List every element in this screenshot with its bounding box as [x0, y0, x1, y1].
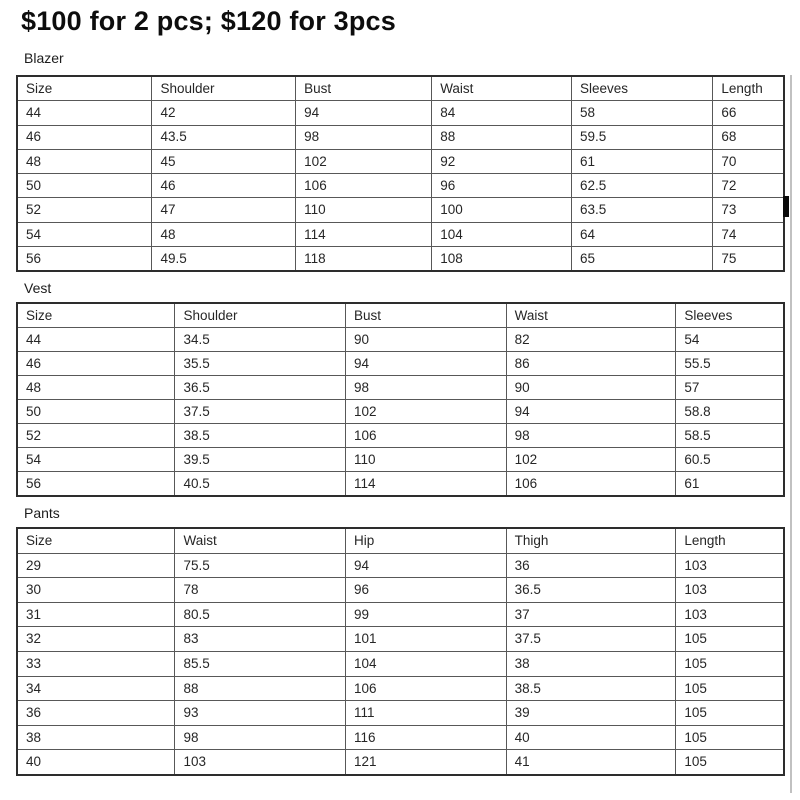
table-cell: 52 — [17, 198, 152, 222]
table-cell: 74 — [713, 222, 784, 246]
column-header: Waist — [506, 303, 676, 328]
table-cell: 47 — [152, 198, 296, 222]
column-header: Sleeves — [676, 303, 784, 328]
table-row — [17, 750, 784, 775]
table-cell: 44 — [17, 101, 152, 125]
column-header: Thigh — [506, 528, 676, 553]
table-row — [17, 602, 784, 627]
table-cell: 54 — [17, 448, 175, 472]
table-cell: 43.5 — [152, 125, 296, 149]
table-cell: 82 — [506, 328, 676, 352]
table-row — [17, 352, 784, 376]
table-cell: 36 — [506, 553, 676, 578]
table-cell: 105 — [676, 627, 784, 652]
table-cell: 104 — [432, 222, 572, 246]
table-cell: 106 — [346, 676, 507, 701]
column-header: Waist — [432, 76, 572, 101]
table-cell: 62.5 — [572, 174, 713, 198]
table-cell: 48 — [152, 222, 296, 246]
table-cell: 98 — [506, 424, 676, 448]
table-cell: 100 — [432, 198, 572, 222]
table-cell: 84 — [432, 101, 572, 125]
table-cell: 114 — [346, 472, 507, 497]
table-cell: 68 — [713, 125, 784, 149]
table-cell: 98 — [296, 125, 432, 149]
table-row — [17, 553, 784, 578]
table-cell: 42 — [152, 101, 296, 125]
table-cell: 94 — [346, 553, 507, 578]
pants-table-label: Pants — [24, 505, 60, 521]
column-header: Hip — [346, 528, 507, 553]
table-cell: 75 — [713, 247, 784, 272]
table-cell: 83 — [175, 627, 346, 652]
table-cell: 108 — [432, 247, 572, 272]
table-cell: 73 — [713, 198, 784, 222]
blazer-table-label: Blazer — [24, 50, 64, 66]
table-row — [17, 424, 784, 448]
column-header: Size — [17, 528, 175, 553]
table-cell: 88 — [432, 125, 572, 149]
table-cell: 40 — [506, 725, 676, 750]
column-header: Sleeves — [572, 76, 713, 101]
table-cell: 99 — [346, 602, 507, 627]
table-cell: 37 — [506, 602, 676, 627]
table-cell: 37.5 — [506, 627, 676, 652]
table-cell: 56 — [17, 247, 152, 272]
table-cell: 103 — [175, 750, 346, 775]
table-cell: 52 — [17, 424, 175, 448]
table-cell: 49.5 — [152, 247, 296, 272]
table-cell: 106 — [346, 424, 507, 448]
table-cell: 72 — [713, 174, 784, 198]
table-cell: 46 — [17, 125, 152, 149]
column-header: Size — [17, 76, 152, 101]
table-cell: 114 — [296, 222, 432, 246]
table-row — [17, 125, 784, 149]
table-cell: 35.5 — [175, 352, 346, 376]
table-cell: 102 — [296, 149, 432, 173]
table-cell: 40.5 — [175, 472, 346, 497]
table-cell: 48 — [17, 149, 152, 173]
table-cell: 90 — [506, 376, 676, 400]
table-row — [17, 701, 784, 726]
table-row — [17, 101, 784, 125]
table-cell: 30 — [17, 578, 175, 603]
blazer-size-table — [16, 75, 785, 272]
table-cell: 61 — [676, 472, 784, 497]
column-header: Length — [713, 76, 784, 101]
table-cell: 48 — [17, 376, 175, 400]
table-cell: 103 — [676, 578, 784, 603]
table-cell: 110 — [346, 448, 507, 472]
table-cell: 121 — [346, 750, 507, 775]
table-cell: 105 — [676, 676, 784, 701]
column-header: Bust — [296, 76, 432, 101]
column-header: Waist — [175, 528, 346, 553]
table-cell: 70 — [713, 149, 784, 173]
table-row — [17, 472, 784, 497]
table-cell: 40 — [17, 750, 175, 775]
vest-table-label: Vest — [24, 280, 52, 296]
table-cell: 57 — [676, 376, 784, 400]
table-cell: 92 — [432, 149, 572, 173]
table-row — [17, 198, 784, 222]
table-cell: 102 — [506, 448, 676, 472]
table-cell: 36 — [17, 701, 175, 726]
table-cell: 56 — [17, 472, 175, 497]
column-header: Size — [17, 303, 175, 328]
table-row — [17, 627, 784, 652]
table-row — [17, 400, 784, 424]
table-cell: 86 — [506, 352, 676, 376]
table-cell: 38 — [506, 651, 676, 676]
table-cell: 93 — [175, 701, 346, 726]
table-cell: 38.5 — [175, 424, 346, 448]
table-cell: 34 — [17, 676, 175, 701]
table-cell: 59.5 — [572, 125, 713, 149]
table-cell: 54 — [676, 328, 784, 352]
table-row — [17, 222, 784, 246]
vest-size-table — [16, 302, 785, 497]
table-cell: 64 — [572, 222, 713, 246]
table-cell: 44 — [17, 328, 175, 352]
table-cell: 38 — [17, 725, 175, 750]
table-cell: 85.5 — [175, 651, 346, 676]
cursor-artifact-mark — [783, 196, 789, 217]
table-cell: 80.5 — [175, 602, 346, 627]
table-cell: 94 — [296, 101, 432, 125]
table-cell: 58.8 — [676, 400, 784, 424]
table-cell: 94 — [506, 400, 676, 424]
table-cell: 88 — [175, 676, 346, 701]
table-cell: 111 — [346, 701, 507, 726]
table-cell: 116 — [346, 725, 507, 750]
table-cell: 75.5 — [175, 553, 346, 578]
table-cell: 90 — [346, 328, 507, 352]
table-row — [17, 725, 784, 750]
table-row — [17, 328, 784, 352]
table-cell: 96 — [432, 174, 572, 198]
table-cell: 78 — [175, 578, 346, 603]
header-row — [17, 303, 784, 328]
table-row — [17, 676, 784, 701]
column-header: Shoulder — [175, 303, 346, 328]
table-cell: 66 — [713, 101, 784, 125]
table-cell: 39.5 — [175, 448, 346, 472]
table-cell: 94 — [346, 352, 507, 376]
column-header: Bust — [346, 303, 507, 328]
table-row — [17, 174, 784, 198]
table-cell: 36.5 — [506, 578, 676, 603]
table-cell: 46 — [152, 174, 296, 198]
table-cell: 39 — [506, 701, 676, 726]
table-cell: 63.5 — [572, 198, 713, 222]
table-cell: 105 — [676, 701, 784, 726]
table-cell: 60.5 — [676, 448, 784, 472]
table-row — [17, 578, 784, 603]
table-cell: 46 — [17, 352, 175, 376]
table-cell: 118 — [296, 247, 432, 272]
table-row — [17, 448, 784, 472]
table-cell: 58.5 — [676, 424, 784, 448]
table-row — [17, 651, 784, 676]
table-cell: 45 — [152, 149, 296, 173]
page-title: $100 for 2 pcs; $120 for 3pcs — [21, 6, 396, 36]
table-cell: 36.5 — [175, 376, 346, 400]
table-cell: 31 — [17, 602, 175, 627]
table-row — [17, 247, 784, 272]
column-header: Shoulder — [152, 76, 296, 101]
table-cell: 105 — [676, 725, 784, 750]
table-cell: 98 — [175, 725, 346, 750]
table-cell: 55.5 — [676, 352, 784, 376]
table-cell: 41 — [506, 750, 676, 775]
table-cell: 106 — [296, 174, 432, 198]
table-cell: 37.5 — [175, 400, 346, 424]
table-cell: 38.5 — [506, 676, 676, 701]
header-row — [17, 528, 784, 553]
table-cell: 103 — [676, 553, 784, 578]
table-cell: 50 — [17, 400, 175, 424]
table-cell: 102 — [346, 400, 507, 424]
table-cell: 110 — [296, 198, 432, 222]
table-row — [17, 149, 784, 173]
table-cell: 65 — [572, 247, 713, 272]
table-cell: 61 — [572, 149, 713, 173]
pants-size-table — [16, 527, 785, 776]
table-cell: 58 — [572, 101, 713, 125]
table-cell: 54 — [17, 222, 152, 246]
column-header: Length — [676, 528, 784, 553]
table-cell: 32 — [17, 627, 175, 652]
table-cell: 105 — [676, 750, 784, 775]
table-cell: 34.5 — [175, 328, 346, 352]
page-edge-line — [790, 75, 792, 793]
table-cell: 105 — [676, 651, 784, 676]
table-cell: 29 — [17, 553, 175, 578]
table-cell: 50 — [17, 174, 152, 198]
header-row — [17, 76, 784, 101]
table-cell: 33 — [17, 651, 175, 676]
table-cell: 96 — [346, 578, 507, 603]
table-cell: 103 — [676, 602, 784, 627]
table-row — [17, 376, 784, 400]
table-cell: 101 — [346, 627, 507, 652]
table-cell: 98 — [346, 376, 507, 400]
table-cell: 104 — [346, 651, 507, 676]
table-cell: 106 — [506, 472, 676, 497]
